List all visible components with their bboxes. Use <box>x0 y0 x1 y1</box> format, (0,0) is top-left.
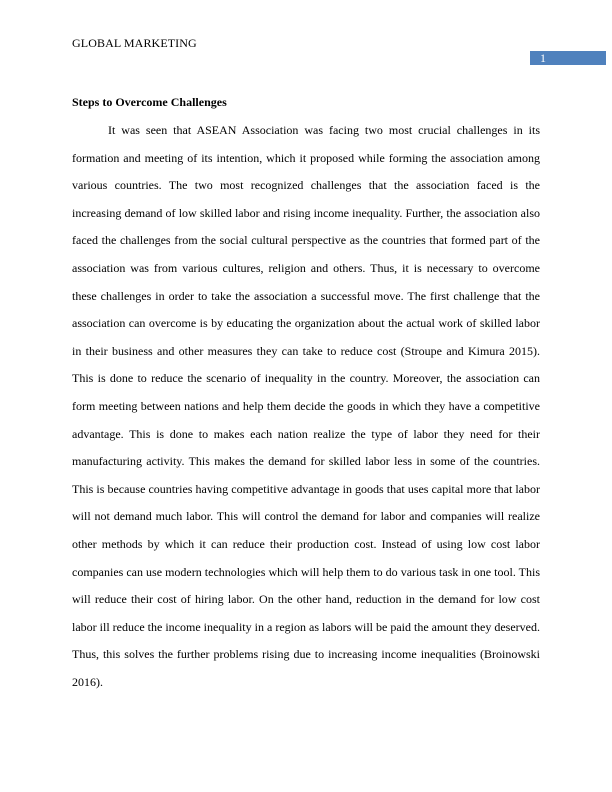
running-head: GLOBAL MARKETING <box>72 36 197 50</box>
page-number-badge <box>530 51 606 65</box>
body-paragraph: It was seen that ASEAN Association was facing two most crucial challenges in its formation and meeting of its intention, which it proposed while forming the association among various countries. The two most recognized challenges that the association faced is the increasing demand of low skilled labor and rising income inequality. Further, the association also faced the challenges from the social cultural perspective as the countries that formed part of the association was from various cultures, religion and others. Thus, it is necessary to overcome these challenges in order to take the association a successful move. The first challenge that the association can overcome is by educating the organization about the actual work of skilled labor in their business and other measures they can take to reduce cost (Stroupe and Kimura 2015). This is done to reduce the scenario of inequality in the country. Moreover, the association can form meeting between nations and help them decide the goods in which they have a competitive advantage. This is done to makes each nation realize the type of labor they need for their manufacturing activity. This makes the demand for skilled labor less in some of the countries. This is because countries having competitive advantage in goods that uses capital more that labor will not demand much labor. This will control the demand for labor and companies will realize other methods by which it can reduce their production cost. Instead of using low cost labor companies can use modern technologies which will help them to do various task in one tool. This will reduce their cost of hiring labor. On the other hand, reduction in the demand for low cost labor ill reduce the income inequality in a region as labors will be paid the amount they deserved. Thus, this solves the further problems rising due to increasing income inequalities (Broinowski 2016). <box>72 123 540 689</box>
section-heading: Steps to Overcome Challenges <box>72 95 227 109</box>
page-number: 1 <box>540 51 546 65</box>
